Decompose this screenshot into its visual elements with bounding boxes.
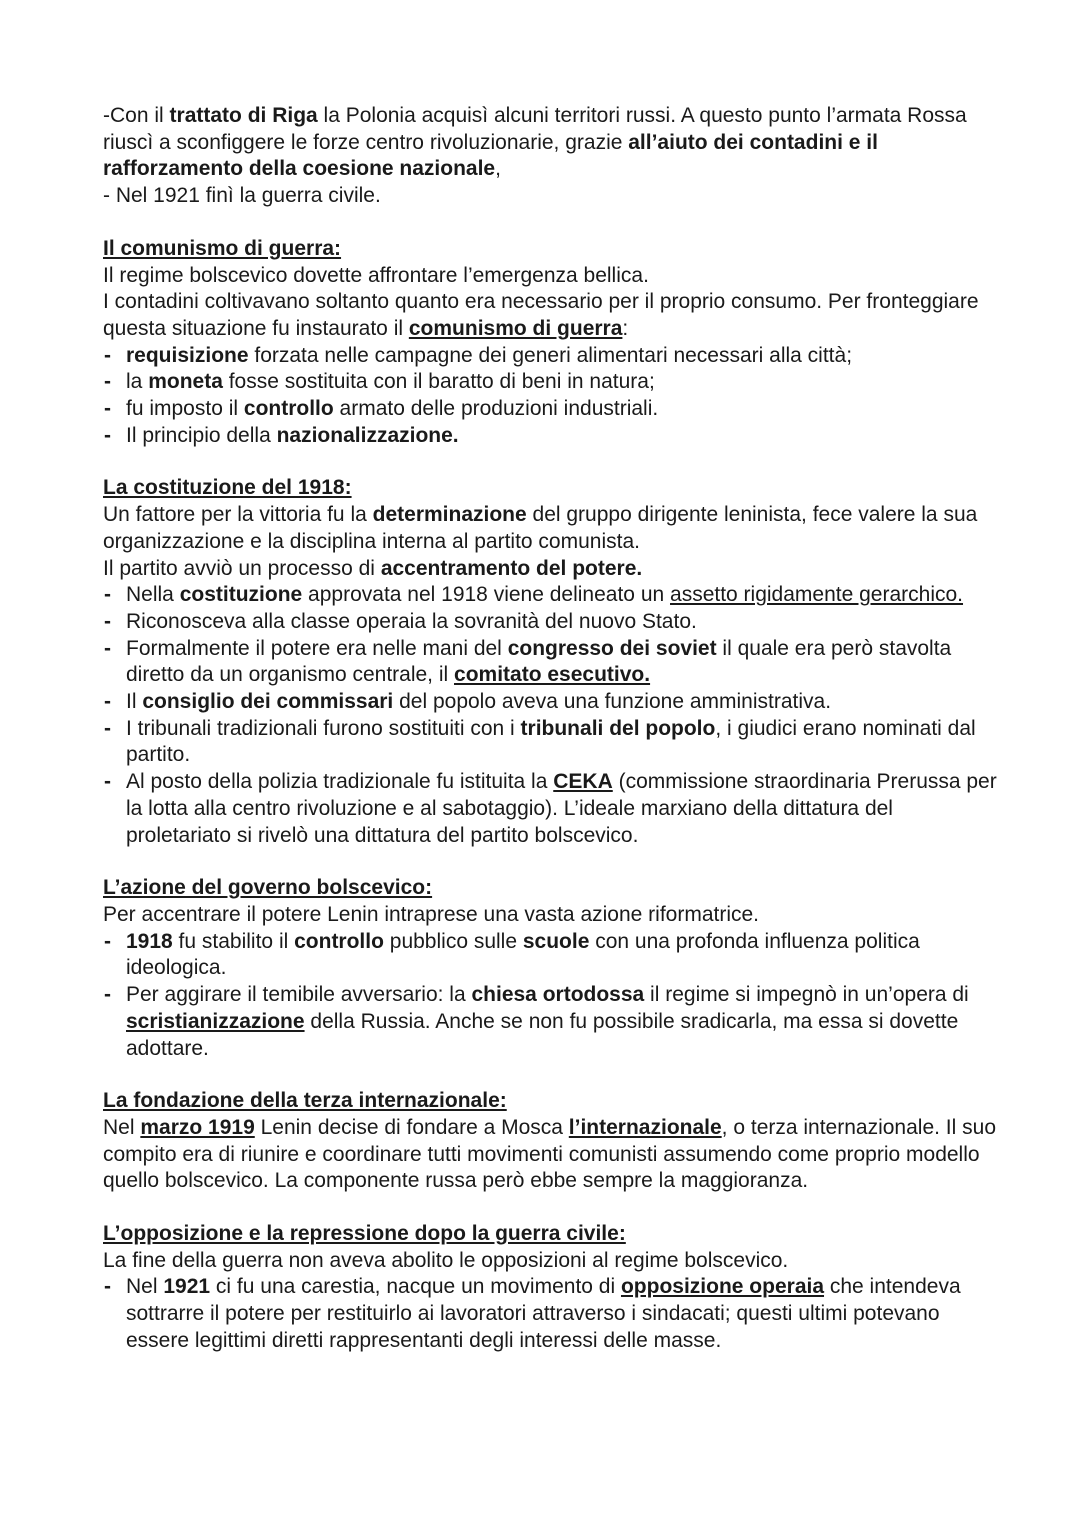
emphasis-text: controllo (294, 929, 384, 953)
text-run: il regime si impegnò in un’opera di (644, 983, 969, 1007)
text-run: forzata nelle campagne dei generi alimentari necessari alla città; (248, 343, 853, 367)
section-constitution-1918 (103, 475, 1003, 849)
emphasis-text: scuole (522, 929, 590, 953)
emphasis-text: tribunali del popolo (520, 716, 716, 740)
document-page (103, 103, 1003, 1355)
section-heading: L’azione del governo bolscevico: (103, 876, 433, 900)
text-run: , o terza internazionale. Il suo compito era di riunire e coordinare tutti movimenti comunisti assumendo come proprio modello quello bolscevico. La componente russa però ebbe sempre la maggioranza. (103, 1115, 996, 1193)
list-item (103, 343, 1003, 370)
list-item (103, 369, 1003, 396)
list-item (103, 636, 1003, 689)
emphasis-text: 1918 (126, 929, 173, 953)
text-run: ci fu una carestia, nacque un movimento di (210, 1275, 621, 1299)
text-run: approvata nel 1918 viene delineato un (302, 583, 671, 607)
list-item (103, 716, 1003, 769)
emphasis-text: determinazione (372, 503, 527, 527)
section-war-communism (103, 236, 1003, 450)
text-run: Lenin decise di fondare a Mosca (254, 1115, 569, 1139)
emphasis-text: consiglio dei commissari (142, 690, 394, 714)
section-body (103, 1248, 1003, 1275)
list-item (103, 609, 1003, 636)
list-item (103, 396, 1003, 423)
bullet-list (103, 1274, 1003, 1354)
emphasis-text: trattato di Riga (169, 104, 318, 127)
emphasis-text: opposizione operaia (620, 1275, 825, 1299)
text-run: Il regime bolscevico dovette affrontare l’emergenza bellica. (103, 263, 649, 287)
emphasis-text: congresso dei soviet (507, 636, 717, 660)
section-third-international (103, 1088, 1003, 1195)
body-text (103, 1115, 1003, 1195)
text-run: Nel (126, 1275, 164, 1299)
emphasis-text: scristianizzazione (126, 1009, 305, 1033)
text-run: fu imposto il (126, 397, 244, 421)
text-run: con una profonda influenza politica ideologica. (126, 929, 920, 980)
intro-block (103, 103, 1003, 210)
text-run: Nel (103, 1115, 141, 1139)
emphasis-text: nazionalizzazione. (276, 423, 459, 447)
bullet-list (103, 582, 1003, 849)
section-heading: La fondazione della terza internazionale: (103, 1089, 507, 1113)
text-run: Un fattore per la vittoria fu la (103, 503, 373, 527)
list-item (103, 582, 1003, 609)
section-body (103, 902, 1003, 929)
body-text (103, 1248, 1003, 1275)
text-run: La fine della guerra non aveva abolito le opposizioni al regime bolscevico. (103, 1248, 789, 1272)
emphasis-text: assetto rigidamente gerarchico. (670, 583, 964, 607)
body-text (103, 263, 1003, 290)
body-text (103, 556, 1003, 583)
text-run: , (495, 157, 501, 181)
section-heading: Il comunismo di guerra: (103, 236, 342, 260)
list-item (103, 423, 1003, 450)
text-run: Per accentrare il potere Lenin intraprese una vasta azione riformatrice. (103, 902, 760, 926)
intro-closing-line (103, 183, 1003, 210)
section-heading: L’opposizione e la repressione dopo la guerra civile: (103, 1222, 626, 1246)
bullet-list (103, 929, 1003, 1063)
text-run: la Polonia acquisì alcuni territori russi. A questo punto l’armata Rossa riuscì a sconfiggere le forze centro rivoluzionarie, grazie (103, 104, 967, 154)
text-run: Per aggirare il temibile avversario: la (126, 983, 472, 1007)
list-item (103, 1274, 1003, 1354)
text-run: della Russia. Anche se non fu possibile sradicarla, ma essa si dovette adottare. (126, 1009, 959, 1060)
text-run: Il partito avviò un processo di (103, 556, 381, 580)
list-item (103, 929, 1003, 982)
list-item (103, 982, 1003, 1062)
text-run: - Nel 1921 finì la guerra civile. (103, 184, 381, 208)
text-run: che intendeva sottrarre il potere per restituirlo ai lavoratori attraverso i sindacati; questi ultimi potevano essere legittimi diretti rappresentanti degli interessi delle masse. (126, 1275, 961, 1352)
text-run: pubblico sulle (383, 929, 523, 953)
text-run: Il principio della (126, 423, 277, 447)
text-run: I contadini coltivavano soltanto quanto era necessario per il proprio consumo. Per fronteggiare questa situazione fu instaurato il (103, 290, 979, 340)
text-run: , i giudici erano nominati dal partito. (126, 716, 976, 767)
list-item (103, 769, 1003, 849)
text-run: Il (126, 690, 143, 714)
body-text (103, 902, 1003, 929)
text-run: del popolo aveva una funzione amministrativa. (393, 690, 832, 714)
text-run: (commissione straordinaria Prerussa per la lotta alla centro rivoluzione e al sabotaggio). L’ideale marxiano della dittatura del proletariato si rivelò una dittatura del partito bolscevico. (126, 770, 997, 847)
list-item (103, 689, 1003, 716)
emphasis-text: requisizione (126, 343, 249, 367)
text-run: il quale era però stavolta diretto da un organismo centrale, il (126, 636, 952, 687)
emphasis-text: chiesa ortodossa (471, 983, 645, 1007)
emphasis-text: marzo 1919 (140, 1115, 255, 1139)
emphasis-text: accentramento del potere. (380, 556, 643, 580)
text-run: armato delle produzioni industriali. (333, 397, 659, 421)
section-opposition-repression (103, 1221, 1003, 1355)
emphasis-text: CEKA (553, 770, 613, 794)
body-text (103, 502, 1003, 555)
section-heading: La costituzione del 1918: (103, 476, 352, 500)
emphasis-text: l’internazionale (568, 1115, 722, 1139)
text-run: -Con il (103, 104, 170, 127)
section-body (103, 1115, 1003, 1195)
section-body (103, 502, 1003, 582)
bullet-list (103, 343, 1003, 450)
text-run: Al posto della polizia tradizionale fu istituita la (126, 770, 554, 794)
text-run: fosse sostituita con il baratto di beni in natura; (222, 370, 655, 394)
emphasis-text: moneta (148, 370, 223, 394)
body-text (103, 289, 1003, 342)
text-run: fu stabilito il (172, 929, 295, 953)
text-run: la (126, 370, 149, 394)
text-run: Formalmente il potere era nelle mani del (126, 636, 508, 660)
emphasis-text: 1921 (163, 1275, 211, 1299)
text-run: del gruppo dirigente leninista, fece valere la sua organizzazione e la disciplina interna al partito comunista. (103, 503, 978, 553)
section-bolshevik-government (103, 875, 1003, 1062)
text-run: Riconosceva alla classe operaia la sovranità del nuovo Stato. (126, 609, 697, 633)
emphasis-text: controllo (243, 397, 334, 421)
section-body (103, 263, 1003, 343)
text-run: : (622, 316, 629, 340)
emphasis-text: all’aiuto dei contadini e il rafforzamento della coesione nazionale (103, 130, 878, 181)
emphasis-text: comunismo di guerra (408, 316, 623, 340)
emphasis-text: costituzione (179, 583, 303, 607)
intro-paragraph (103, 103, 1003, 183)
emphasis-text: comitato esecutivo. (454, 663, 651, 687)
text-run: I tribunali tradizionali furono sostituiti con i (126, 716, 521, 740)
text-run: Nella (126, 583, 180, 607)
